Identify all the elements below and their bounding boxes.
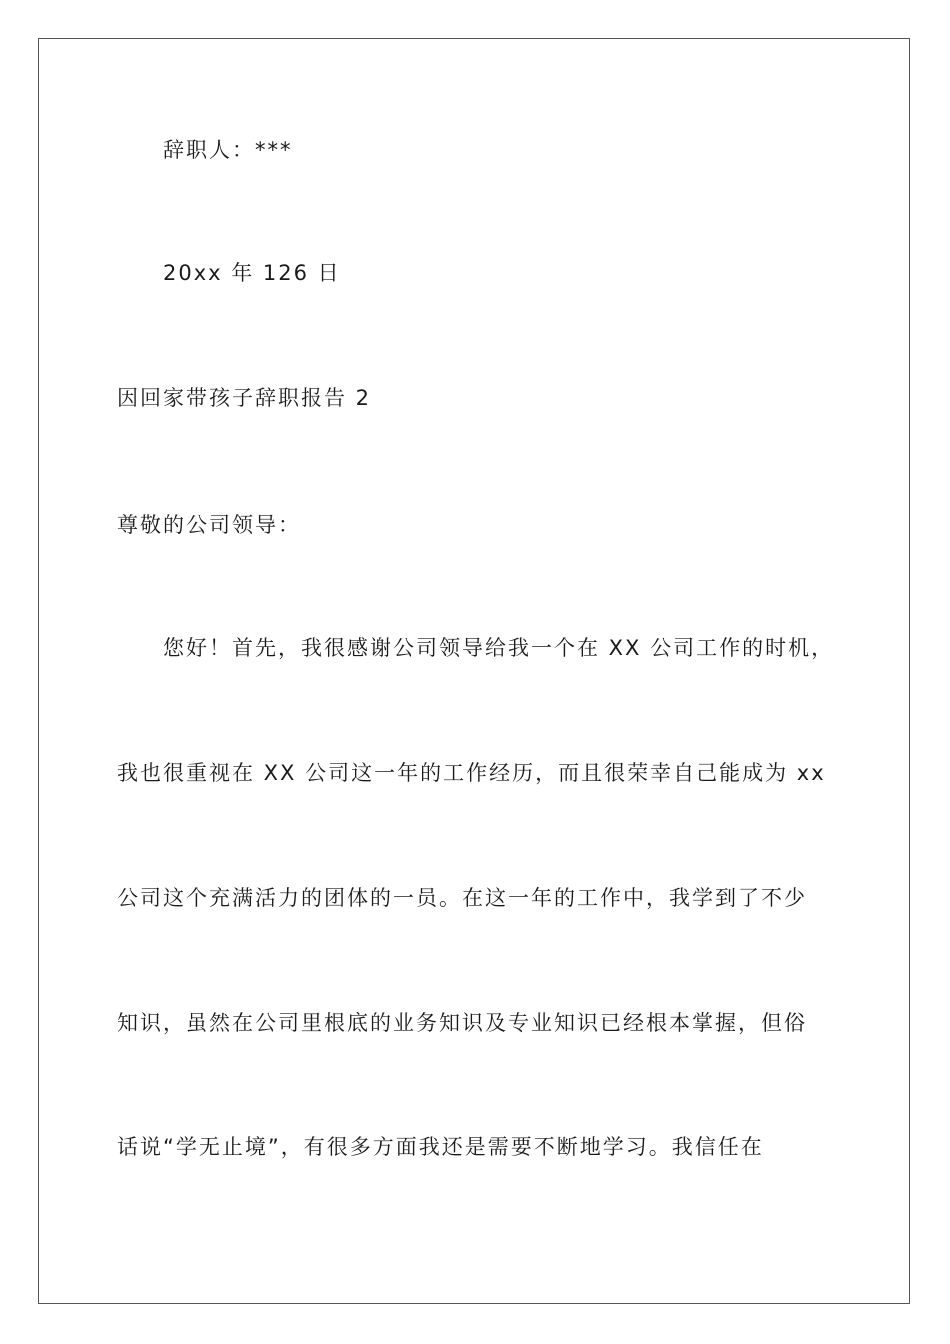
paragraph-line: 我也很重视在 XX 公司这一年的工作经历，而且很荣幸自己能成为 xx [117, 761, 826, 785]
resigner-line: 辞职人：*** [163, 138, 293, 162]
paragraph-line: 公司这个充满活力的团体的一员。在这一年的工作中，我学到了不少 [117, 886, 807, 910]
salutation: 尊敬的公司领导： [117, 513, 301, 537]
page-frame [38, 38, 910, 1304]
paragraph-line: 话说“学无止境”，有很多方面我还是需要不断地学习。我信任在 [117, 1135, 764, 1159]
paragraph-line: 您好！首先，我很感谢公司领导给我一个在 XX 公司工作的时机， [163, 636, 835, 660]
date-line: 20xx 年 126 日 [163, 261, 341, 285]
paragraph-line: 知识，虽然在公司里根底的业务知识及专业知识已经根本掌握，但俗 [117, 1011, 807, 1035]
section-title: 因回家带孩子辞职报告 2 [117, 386, 372, 410]
